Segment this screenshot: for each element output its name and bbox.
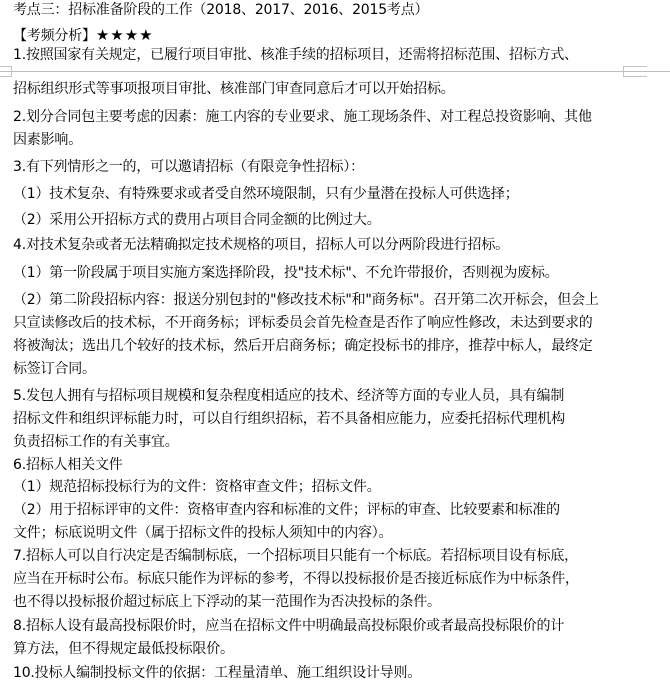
paragraph-line: 5.发包人拥有与招标项目规模和复杂程度相适应的技术、经济等方面的专业人员，具有编制 [13,388,565,404]
paragraph-line: （2）第二阶段招标内容：报送分别包封的"修改技术标"和"商务标"。召开第二次开标会，但会上 [13,292,599,308]
paragraph-line: 3.有下列情形之一的，可以邀请招标（有限竞争性招标）： [13,159,364,175]
paragraph-line: 7.招标人可以自行决定是否编制标底，一个招标项目只能有一个标底。若招标项目设有标底， [13,548,578,564]
paragraph-line: 算方法，但不得规定最低投标限价。 [13,641,234,657]
paragraph-line: 负责招标工作的有关事宜。 [13,434,179,450]
paragraph-line: （1）技术复杂、有特殊要求或者受自然环境限制，只有少量潜在投标人可供选择； [13,186,519,202]
paragraph-line: 6.招标人相关文件 [13,457,123,473]
page-corner-marker-left [0,66,12,77]
paragraph-line: 标签订合同。 [13,361,96,377]
paragraph-line: 招标组织形式等事项报项目审批、核准部门审查同意后才可以开始招标。 [13,81,455,97]
paragraph-line: 将被淘汰；选出几个较好的技术标，然后开启商务标；确定投标书的排序，推荐中标人，最终定 [13,338,593,354]
paragraph-line: 4.对技术复杂或者无法精确拟定技术规格的项目，招标人可以分两阶段进行招标。 [13,237,509,253]
paragraph-line: 2.划分合同包主要考虑的因素：施工内容的专业要求、施工现场条件、对工程总投资影响、其他 [13,109,592,125]
paragraph-line: 10.投标人编制投标文件的依据：工程量清单、施工组织设计导则。 [13,665,422,681]
page-break-divider [0,71,670,72]
paragraph-line: （1）第一阶段属于项目实施方案选择阶段，投"技术标"、不允许带报价，否则视为废标。 [13,265,559,281]
paragraph-line: 也不得以投标报价超过标底上下浮动的某一范围作为否决投标的条件。 [13,594,441,610]
paragraph-line: 招标文件和组织评标能力时，可以自行组织招标，若不具备相应能力，应委托招标代理机构 [13,411,565,427]
frequency-label: 【考频分析】 [13,28,96,44]
section-title: 考点三：招标准备阶段的工作（2018、2017、2016、2015考点） [13,2,429,18]
paragraph-line: （1）规范招标投标行为的文件：资格审查文件；招标文件。 [13,479,381,495]
paragraph-line: 应当在开标时公布。标底只能作为评标的参考，不得以投标报价是否接近标底作为中标条件， [13,571,579,587]
page-corner-marker-right [623,66,647,77]
paragraph-line: 文件；标底说明文件（属于招标文件的投标人须知中的内容）。 [13,525,393,541]
paragraph-line: 8.招标人设有最高投标限价时，应当在招标文件中明确最高投标限价或者最高投标限价的计 [13,618,565,634]
paragraph-line: （2）用于招标评审的文件：资格审查内容和标准的文件；评标的审查、比较要素和标准的 [13,502,560,518]
frequency-analysis [13,26,154,45]
paragraph-line: 只宣读修改后的技术标，不开商务标；评标委员会首先检查是否作了响应性修改，未达到要求的 [13,315,593,331]
paragraph-line: （2）采用公开招标方式的费用占项目合同金额的比例过大。 [13,212,381,228]
star-rating-icon: ★★★★ [95,26,154,44]
paragraph-line: 1.按照国家有关规定，已履行项目审批、核准手续的招标项目，还需将招标范围、招标方式、 [13,47,578,63]
paragraph-line: 因素影响。 [13,132,82,148]
